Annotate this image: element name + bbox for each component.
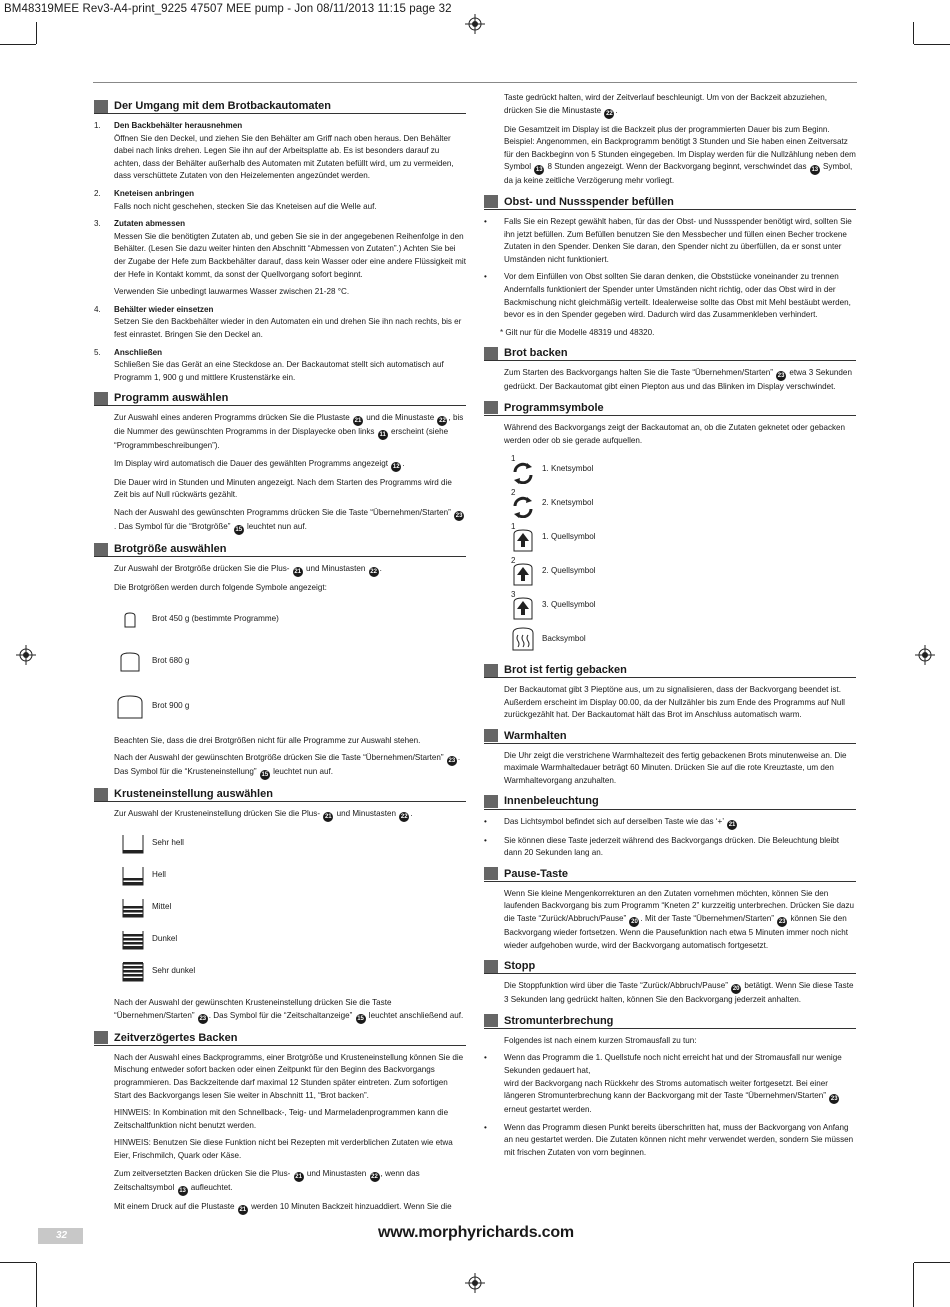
crust-row: Dunkel — [114, 923, 466, 955]
paragraph: Folgendes ist nach einem kurzen Stromausfall zu tun: — [504, 1035, 697, 1045]
program-symbol-row: 3 3. Quellsymbol — [504, 588, 856, 622]
section-title: Obst- und Nussspender befüllen — [484, 195, 856, 210]
list-item: 2. Kneteisen anbringen Falls noch nicht geschehen, stecken Sie das Kneteisen auf die Welle auf. — [94, 188, 377, 211]
page-number: 32 — [56, 1230, 68, 1241]
paragraph: Während des Backvorgangs zeigt der Backautomat an, ob die Zutaten geknetet oder gebacken werden oder ob sie gerade aufquellen. — [504, 422, 846, 445]
list-item: • Sie können diese Taste jederzeit während des Backvorgangs drücken. Die Beleuchtung bleibt dann 20 Sekunden lang an. — [484, 835, 840, 858]
list-item: • Falls Sie ein Rezept gewählt haben, für das der Obst- und Nussspender benötigt wird, sollten Sie ihn jetzt befüllen. Zum Befüllen benutzen Sie den Messbecher und füllen einen Becher trockene Zutaten in den Spender. Denken Sie daran, den Spender nicht zu überfüllen, da er sonst unter Umständen nicht funktioniert. — [484, 216, 852, 264]
crop-mark — [914, 1262, 950, 1263]
top-rule — [93, 82, 857, 83]
paragraph: Mit einem Druck auf die Plustaste 21 werden 10 Minuten Backzeit hinzuaddiert. Wenn Sie die — [114, 1201, 452, 1213]
section-title: Brotgröße auswählen — [94, 542, 466, 557]
section-title: Pause-Taste — [484, 867, 856, 882]
crop-mark — [914, 44, 950, 45]
program-symbol-row: 1 1. Knetsymbol — [504, 452, 856, 486]
paragraph: Taste gedrückt halten, wird der Zeitverlauf beschleunigt. Um von der Backzeit abzuziehen, drücken Sie die Minustaste 22 . — [504, 93, 828, 117]
paragraph: Nach der Auswahl der gewünschten Krusteneinstellung drücken Sie die Taste “Übernehmen/Starten” 23 . Das Symbol für die “Zeitschaltanzeige” 15 leuchtet anschließend auf. — [114, 998, 464, 1022]
registration-mark-icon — [16, 645, 36, 665]
list-item: • Das Lichtsymbol befindet sich auf derselben Taste wie das ‘+’ 21 — [484, 816, 736, 828]
paragraph: Beachten Sie, dass die drei Brotgrößen nicht für alle Programme zur Auswahl stehen. — [114, 735, 421, 745]
paragraph: Zum Starten des Backvorgangs halten Sie die Taste “Übernehmen/Starten” 23 etwa 3 Sekunden gedrückt. Der Backautomat gibt einen Piepton aus und das Blinken im Display verschwindet. — [504, 368, 852, 392]
list-item: • Wenn das Programm die 1. Quellstufe noch nicht erreicht hat und der Stromausfall nur wenige Sekunden gedauert hat, wird der Backvorgang nach Rückkehr des Stroms automatisch weiter fortgesetzt. Bei einer längeren Stromunterbrechung kann der Backvorgang mit der Taste “Übernehmen/Starten” 23 erneut gestartet werden. — [484, 1053, 842, 1115]
crust-row: Sehr dunkel — [114, 955, 466, 987]
svg-text:2: 2 — [511, 488, 516, 498]
paragraph: Nach der Auswahl eines Backprogramms, einer Brotgröße und Krusteneinstellung können Sie die Mischung entweder sofort backen oder einen Zeitpunkt für den Beginn des Backvorgangs programmieren. Das Backzeitende darf maximal 12 Stunden später eintreten. Zum sofortigen Start des Backvorgangs lesen Sie weiter in Abschnitt 11, “Brot backen”. — [114, 1052, 464, 1100]
section-title: Programmsymbole — [484, 401, 856, 416]
bake-icon — [504, 626, 542, 652]
crust-light-icon — [114, 863, 152, 887]
crust-dark-icon — [114, 927, 152, 951]
list-item: 1. Den Backbehälter herausnehmen Öffnen Sie den Deckel, und ziehen Sie den Behälter am Griff nach oben heraus. Den Behälter dabei nach links drehen. Legen Sie ihn auf der Arbeitsplatte ab. Es ist besonders darauf zu achten, dass der Behälter außerhalb des Automaten mit Zutaten befüllt wird, um zu vermeiden, dass verschüttete Zutaten von den Heizelementen angezündet werden. — [94, 121, 454, 181]
paragraph: Wenn Sie kleine Mengenkorrekturen an den Zutaten vornehmen möchten, können Sie den laufenden Backvorgang bis zum Programm “Kneten 2” kurzzeitig unterbrechen. Drücken Sie dazu die Taste “Zurück/Abbruch/Pause” 20 . Mit der Taste “Übernehmen/Starten” 23 können Sie den Backvorgang wieder fortsetzen. Wenn die Pausefunktion nach etwa 5 Minuten immer noch nicht wieder aufgehoben wurde, wird der Backvorgang automatisch fortgesetzt. — [504, 888, 855, 950]
paragraph: Die Stoppfunktion wird über die Taste “Zurück/Abbruch/Pause” 20 betätigt. Wenn Sie diese Taste 3 Sekunden lang gedrückt halten, können Sie den Backvorgang jederzeit anhalten. — [504, 981, 854, 1005]
list-item: • Wenn das Programm diesen Punkt bereits überschritten hat, muss der Backvorgang von Anfang an neu gestartet werden. Die Zutaten können nicht mehr verwendet werden, sondern Sie müssen mit frischen Zutaten von vorn beginnen. — [484, 1122, 854, 1157]
crust-row: Sehr hell — [114, 827, 466, 859]
crop-mark — [36, 1263, 37, 1307]
crop-mark — [36, 22, 37, 44]
bread-size-row: Brot 680 g — [108, 640, 466, 684]
list-item: 3. Zutaten abmessen Messen Sie die benötigten Zutaten ab, und geben Sie sie in der angegebenen Reihenfolge in den Behälter. (Lesen Sie dazu weiter hinten den Abschnitt “Abmessen von Zutaten”.) Achten Sie bei der Zugabe der Hefe zum Backbehälter darauf, dass kein Wasser oder eine andere Flüssigkeit mit der Hefe in Kontakt kommt, da sonst der Quellvorgang sofort beginnt. Verwenden Sie unbedingt lauwarmes Wasser zwischen 21-28 °C. — [94, 219, 466, 297]
paragraph: Die Dauer wird in Stunden und Minuten angezeigt. Nach dem Starten des Programms wird die Zeit bis auf Null rückwärts gezählt. — [114, 477, 452, 500]
knead-icon — [504, 488, 542, 518]
list-item: 5. Anschließen Schließen Sie das Gerät an eine Steckdose an. Der Backautomat stellt sich automatisch auf Programm 1, 900 g und mittlere Krustenstärke ein. — [94, 347, 444, 382]
paragraph: Zur Auswahl der Krusteneinstellung drücken Sie die Plus- 21 und Minustasten 22 . — [114, 809, 413, 821]
paragraph: Die Brotgrößen werden durch folgende Symbole angezeigt: — [114, 583, 327, 593]
program-symbol-row: Backsymbol — [504, 622, 856, 656]
crop-mark — [913, 1263, 914, 1307]
svg-text:3: 3 — [511, 590, 516, 600]
bread-medium-icon — [108, 652, 152, 672]
bread-size-row: Brot 900 g — [108, 684, 466, 730]
crust-row: Hell — [114, 859, 466, 891]
bread-size-row: Brot 450 g (bestimmte Programme) — [108, 600, 466, 640]
section-title: Brot ist fertig gebacken — [484, 663, 856, 678]
list-item: • Vor dem Einfüllen von Obst sollten Sie daran denken, die Obststücke voneinander zu trennen Andernfalls funktioniert der Spender unter Umständen nicht richtig, oder das Obst wird in der Backmischung nicht gleichmäßig verteilt. Idealerweise sollte das Obst mit Mehl bestäubt werden, bevor es in den Spender gegeben wird. Dadurch wird das Zusammenkleben verhindert. — [484, 272, 851, 320]
crop-mark — [0, 1262, 36, 1263]
paragraph: HINWEIS: In Kombination mit den Schnellback-, Teig- und Marmeladenprogrammen kann die Zeitschaltfunktion nicht benutzt werden. — [114, 1108, 449, 1130]
section-title: Stromunterbrechung — [484, 1014, 856, 1029]
left-column — [94, 92, 466, 1220]
program-symbol-row: 2 2. Quellsymbol — [504, 554, 856, 588]
right-column — [484, 92, 856, 1165]
bread-large-icon — [108, 695, 152, 719]
section-title: Innenbeleuchtung — [484, 795, 856, 810]
crust-very-light-icon — [114, 831, 152, 855]
paragraph: Die Uhr zeigt die verstrichene Warmhaltezeit des fertig gebackenen Brots minutenweise an. Die maximale Warmhaltedauer beträgt 60 Minuten. Drücken Sie auf die rote Kreuztaste, um den Warmhaltevorgang anzuhalten. — [504, 750, 847, 786]
program-symbol-row: 2 2. Knetsymbol — [504, 486, 856, 520]
website-link[interactable]: www.morphyrichards.com — [378, 1224, 574, 1241]
paragraph: Zur Auswahl eines anderen Programms drücken Sie die Plustaste 21 und die Minustaste 22 , bis die Nummer des gewünschten Programms in der Displayecke oben links 11 erscheint (siehe “Programmbeschreibungen”). — [114, 413, 464, 451]
rise-icon — [504, 590, 542, 620]
registration-mark-icon — [465, 1273, 485, 1293]
footnote: * Gilt nur für die Modelle 48319 und 48320. — [500, 327, 655, 337]
crust-very-dark-icon — [114, 959, 152, 983]
crop-mark — [913, 22, 914, 44]
svg-text:1: 1 — [511, 522, 516, 532]
paragraph: Zur Auswahl der Brotgröße drücken Sie die Plus- 21 und Minustasten 22 . — [114, 564, 382, 576]
section-title: Der Umgang mit dem Brotbackautomaten — [94, 99, 466, 114]
rise-icon — [504, 522, 542, 552]
paragraph: Zum zeitversetzten Backen drücken Sie die Plus- 21 und Minustasten 22 , wenn das Zeitschaltsymbol 13 aufleuchtet. — [114, 1168, 420, 1194]
section-title: Stopp — [484, 959, 856, 974]
crop-mark — [0, 44, 36, 45]
section-title: Warmhalten — [484, 729, 856, 744]
crust-row: Mittel — [114, 891, 466, 923]
print-slug: BM48319MEE Rev3-A4-print_9225 47507 MEE pump - Jon 08/11/2013 11:15 page 32 — [4, 3, 452, 15]
section-title: Krusteneinstellung auswählen — [94, 787, 466, 802]
program-symbol-row: 1 1. Quellsymbol — [504, 520, 856, 554]
bread-small-icon — [108, 612, 152, 628]
paragraph: HINWEIS: Benutzen Sie diese Funktion nicht bei Rezepten mit verderblichen Zutaten wie etwa Eier, Frischmilch, Quark oder Käse. — [114, 1138, 453, 1160]
registration-mark-icon — [465, 14, 485, 34]
registration-mark-icon — [915, 645, 935, 665]
svg-text:1: 1 — [511, 454, 516, 464]
section-title: Zeitverzögertes Backen — [94, 1031, 466, 1046]
list-item: 4. Behälter wieder einsetzen Setzen Sie den Backbehälter wieder in den Automaten ein und drehen Sie ihn nach rechts, bis er fest einrastet. Bringen Sie den Deckel an. — [94, 304, 462, 339]
knead-icon — [504, 454, 542, 484]
paragraph: Die Gesamtzeit im Display ist die Backzeit plus der programmierten Dauer bis zum Beginn. Beispiel: Angenommen, ein Backprogramm benötigt 3 Stunden und Sie haben einen Zeitversatz für den Backbeginn von 5 Stunden eingegeben. Im Display werden für die Nullzählung neben dem Symbol 13 8 Stunden angezeigt. Wenn der Backvorgang beginnt, verschwindet das 13 Symbol, da ja keine zeitliche Verzögerung mehr vorliegt. — [504, 124, 856, 186]
paragraph: Im Display wird automatisch die Dauer des gewählten Programms angezeigt 12 . — [114, 458, 405, 470]
paragraph: Nach der Auswahl der gewünschten Brotgröße drücken Sie die Taste “Übernehmen/Starten” 23 . Das Symbol für die “Krusteneinstellung” 15 leuchtet nun auf. — [114, 753, 461, 779]
rise-icon — [504, 556, 542, 586]
paragraph: Nach der Auswahl des gewünschten Programms drücken Sie die Taste “Übernehmen/Starten” 23. Das Symbol für die “Brotgröße” 15 leuchtet nun auf. — [114, 508, 463, 534]
section-title: Programm auswählen — [94, 391, 466, 406]
section-title: Brot backen — [484, 346, 856, 361]
svg-text:2: 2 — [511, 556, 516, 566]
paragraph: Der Backautomat gibt 3 Pieptöne aus, um zu signalisieren, dass der Backvorgang beendet ist. Außerdem erscheint im Display 00.00, da der Nullzähler bis zum Ende des Programms auf Null zurückgezählt hat. Der Backautomat hält das Brot im Anschluss automatisch warm. — [504, 685, 845, 720]
crust-medium-icon — [114, 895, 152, 919]
